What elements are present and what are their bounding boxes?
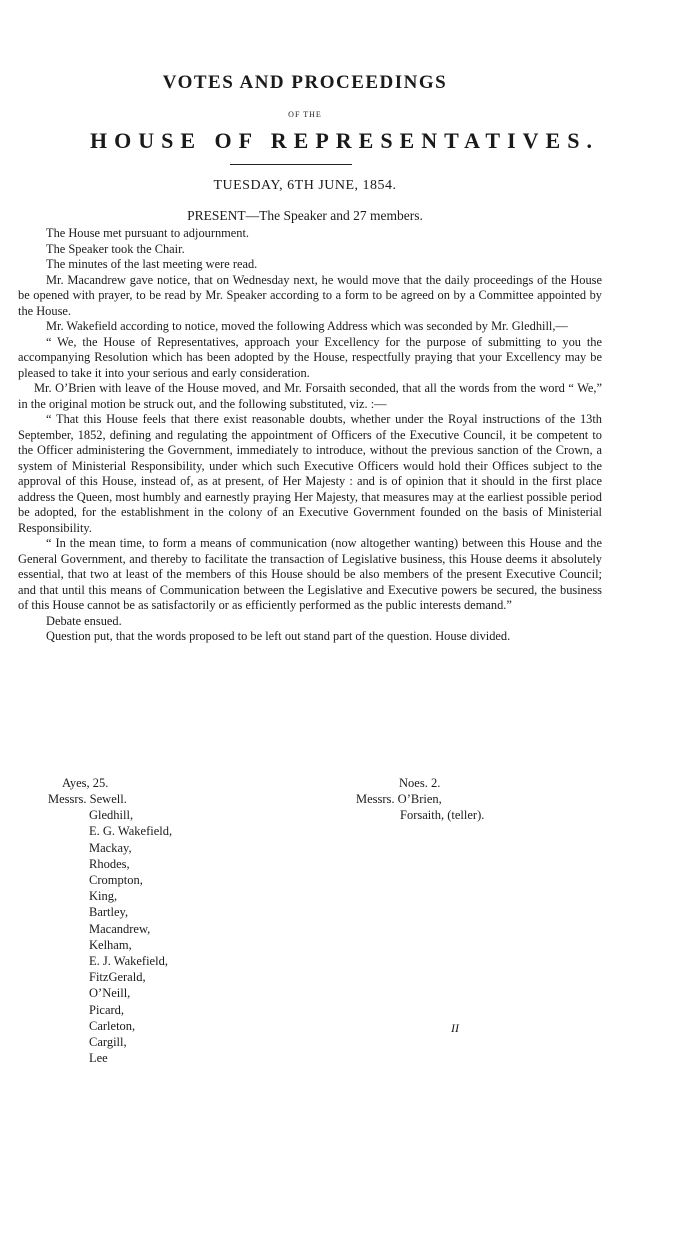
- list-item: Messrs. Sewell.: [48, 792, 127, 806]
- list-item: Mackay,: [89, 840, 132, 855]
- ayes-list: [48, 791, 172, 1066]
- list-item: King,: [89, 889, 118, 904]
- list-item: Bartley,: [89, 905, 129, 920]
- list-item: Picard,: [89, 1002, 125, 1017]
- page-signature: II: [451, 1021, 459, 1035]
- list-item: Forsaith, (teller).: [400, 808, 485, 823]
- title-divider: [230, 164, 352, 165]
- list-item: Gledhill,: [89, 808, 134, 823]
- house-title: HOUSE OF REPRESENTATIVES.: [90, 128, 599, 153]
- paragraph: Mr. O’Brien with leave of the House moved, and Mr. Forsaith seconded, that all the words from the word “ We,” in the original motion be struck out, and the following substituted, viz. :—: [18, 381, 602, 411]
- list-item: Lee: [89, 1051, 108, 1066]
- list-item: Macandrew,: [89, 921, 151, 936]
- present-line: PRESENT—The Speaker and 27 members.: [187, 208, 423, 223]
- paragraph: Mr. Wakefield according to notice, moved the following Address which was seconded by Mr. Gledhill,—: [46, 319, 568, 333]
- paragraph: “ That this House feels that there exist reasonable doubts, whether under the Royal instructions of the 13th September, 1852, defining and regulating the appointment of Officers of the Executive Council, it be competent to the Officer administering the Government, immediately to introduce, without the previous sanction of the Crown, a system of Ministerial Responsibility, under which such Executive Officers would hold their Offices subject to the approval of this House, instead of, as at present, of Her Majesty : and is of opinion that it should in the first place address the Queen, most humbly and earnestly praying Her Majesty, that measures may at the earliest possible period be adopted, for the establishment in the colony of an Executive Government founded on the basis of Ministerial Responsibility.: [18, 412, 602, 535]
- paragraph: “ We, the House of Representatives, approach your Excellency for the purpose of submitting to you the accompanying Resolution which has been adopted by the House, respectfully praying that your Excellency may be pleased to take it into your serious and early consideration.: [18, 334, 602, 380]
- session-date: TUESDAY, 6TH JUNE, 1854.: [213, 178, 397, 193]
- list-item: Cargill,: [89, 1035, 127, 1050]
- document-title: VOTES AND PROCEEDINGS: [162, 72, 448, 93]
- list-item: Rhodes,: [89, 856, 130, 871]
- list-item: Carleton,: [89, 1018, 136, 1033]
- paragraph: The minutes of the last meeting were read.: [46, 257, 258, 271]
- paragraph: “ In the mean time, to form a means of communication (now altogether wanting) between this House and the General Government, and thereby to facilitate the transaction of Legislative business, this House deems it absolutely essential, that two at least of the members of this House should be also members of the present Executive Council; and that until this means of Communication between the Legislative and Executive powers be secured, the business of this House cannot be as satisfactorily or as efficiently performed as the public interests demand.”: [18, 536, 602, 612]
- noes-heading: Noes. 2.: [399, 776, 441, 790]
- proceedings-body: [18, 226, 602, 645]
- paragraph: Mr. Macandrew gave notice, that on Wednesday next, he would move that the daily proceedings of the House be opened with prayer, to be read by Mr. Speaker according to a form to be agreed on by a Committee appointed by the House.: [18, 272, 602, 318]
- paragraph: The House met pursuant to adjournment.: [46, 226, 250, 240]
- of-the-caption: OF THE: [288, 110, 322, 119]
- paragraph: The Speaker took the Chair.: [46, 241, 185, 256]
- list-item: E. G. Wakefield,: [89, 824, 173, 839]
- list-item: Crompton,: [89, 873, 143, 888]
- noes-list: [356, 791, 484, 823]
- list-item: E. J. Wakefield,: [89, 954, 168, 969]
- list-item: FitzGerald,: [89, 970, 146, 985]
- list-item: Kelham,: [89, 937, 132, 952]
- paragraph: Question put, that the words proposed to be left out stand part of the question. House divided.: [46, 629, 511, 643]
- paragraph: Debate ensued.: [46, 613, 122, 628]
- list-item: Messrs. O’Brien,: [356, 792, 442, 806]
- ayes-heading: Ayes, 25.: [62, 776, 109, 790]
- list-item: O’Neill,: [89, 986, 131, 1001]
